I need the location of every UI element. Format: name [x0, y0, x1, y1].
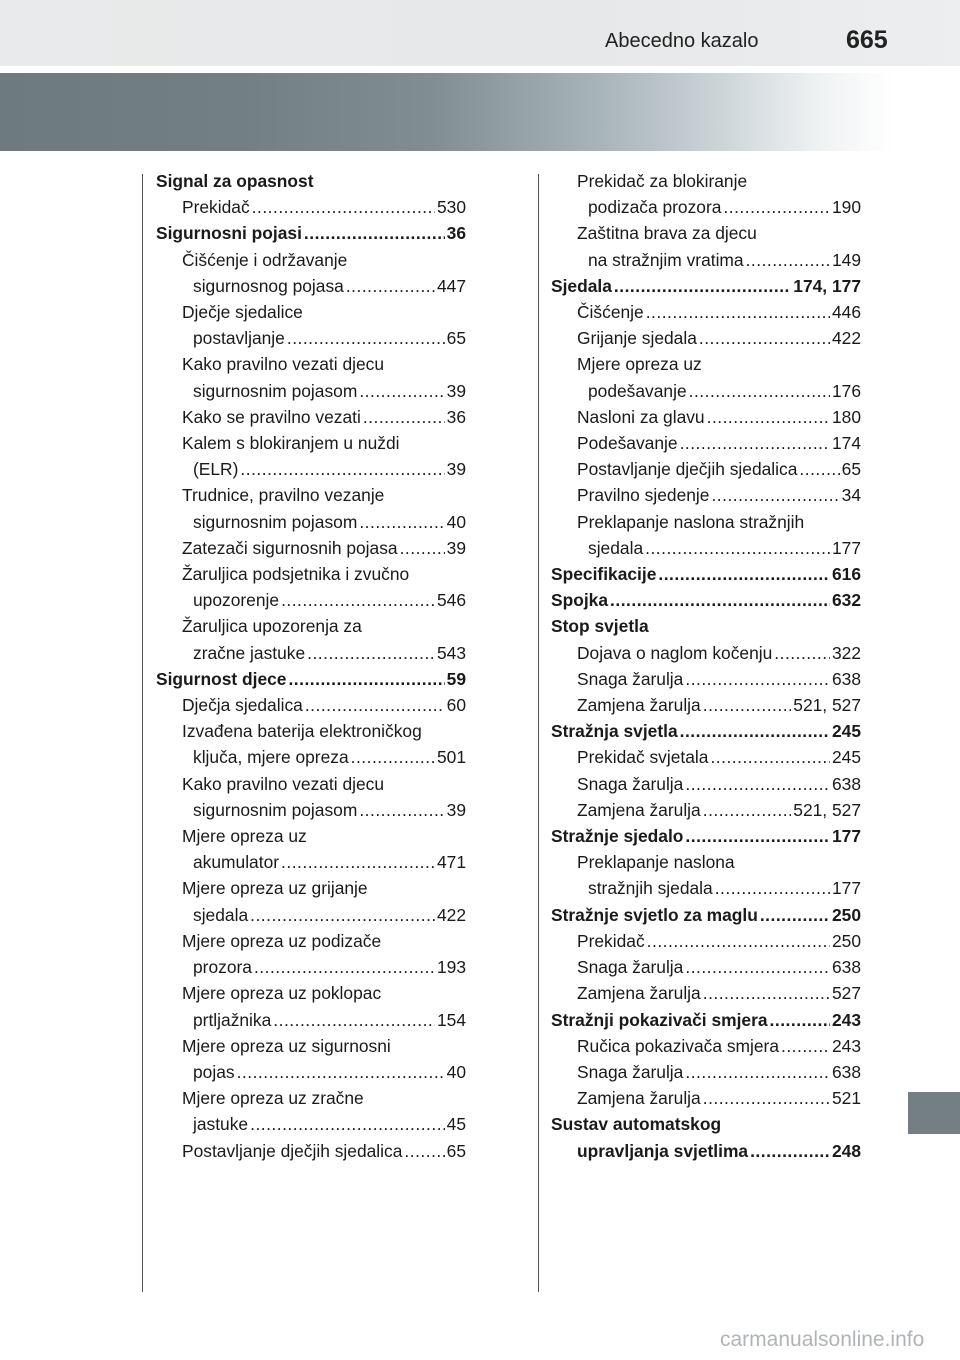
index-column-left — [156, 168, 466, 1164]
index-entry — [551, 1138, 861, 1164]
entry-page: 174, 177 — [793, 275, 861, 296]
index-entry — [156, 1059, 466, 1085]
entry-text: prozora — [193, 957, 252, 978]
entry-text: Zaštitna brava za djecu — [577, 223, 757, 244]
entry-page: 65 — [841, 459, 861, 480]
entry-page: 177 — [831, 537, 861, 558]
index-entry — [156, 823, 466, 849]
dot-leader — [685, 771, 830, 797]
index-entry — [551, 587, 861, 613]
entry-text: prtljažnika — [193, 1009, 272, 1030]
dot-leader — [689, 378, 830, 404]
entry-text: Sjedala — [551, 275, 612, 296]
index-entry — [551, 718, 861, 744]
index-entry — [551, 744, 861, 770]
entry-page: 36 — [446, 223, 466, 244]
entry-page: 521 — [831, 1088, 861, 1109]
entry-text: Čišćenje i održavanje — [182, 249, 348, 270]
header-band — [0, 73, 960, 151]
index-entry — [551, 640, 861, 666]
index-entry — [156, 1111, 466, 1137]
index-entry — [551, 823, 861, 849]
dot-leader — [770, 1007, 830, 1033]
dot-leader — [307, 640, 435, 666]
index-entry — [551, 954, 861, 980]
entry-text: Stražnje svjetlo za maglu — [551, 904, 758, 925]
index-entry — [156, 561, 466, 587]
dot-leader — [685, 666, 830, 692]
index-entry — [551, 561, 861, 587]
entry-page: 40 — [446, 511, 466, 532]
dot-leader — [614, 273, 791, 299]
dot-leader — [404, 1138, 444, 1164]
entry-page: 180 — [831, 406, 861, 427]
page-number: 665 — [846, 26, 888, 54]
entry-page: 39 — [446, 537, 466, 558]
entry-page: 446 — [831, 302, 861, 323]
entry-text: Mjere opreza uz sigurnosni — [182, 1035, 391, 1056]
index-entry — [156, 351, 466, 377]
entry-text: sigurnosnim pojasom — [193, 799, 358, 820]
entry-text: upravljanja svjetlima — [577, 1140, 749, 1161]
dot-leader — [799, 456, 839, 482]
index-entry — [156, 875, 466, 901]
index-entry — [156, 849, 466, 875]
index-entry — [156, 482, 466, 508]
entry-page: 530 — [436, 197, 466, 218]
dot-leader — [281, 849, 435, 875]
entry-text: postavljanje — [193, 328, 285, 349]
dot-leader — [680, 430, 830, 456]
index-entry — [156, 273, 466, 299]
entry-text: sigurnosnim pojasom — [193, 380, 358, 401]
dot-leader — [250, 1111, 445, 1137]
index-entry — [551, 325, 861, 351]
index-entry — [551, 351, 861, 377]
entry-text: Postavljanje dječjih sjedalica — [182, 1140, 403, 1161]
dot-leader — [646, 299, 830, 325]
index-entry — [156, 404, 466, 430]
entry-text: Prekidač svjetala — [577, 747, 709, 768]
dot-leader — [699, 325, 830, 351]
entry-page: 40 — [446, 1061, 466, 1082]
index-entry — [156, 797, 466, 823]
entry-text: Mjere opreza uz podizače — [182, 930, 382, 951]
index-entry — [156, 692, 466, 718]
entry-page: 39 — [446, 380, 466, 401]
entry-text: sigurnosnog pojasa — [193, 275, 344, 296]
index-entry — [156, 640, 466, 666]
entry-page: 60 — [446, 695, 466, 716]
entry-page: 190 — [831, 197, 861, 218]
entry-page: 250 — [831, 930, 861, 951]
entry-page: 543 — [436, 642, 466, 663]
index-entry — [551, 928, 861, 954]
index-entry — [156, 194, 466, 220]
entry-page: 65 — [446, 1140, 466, 1161]
entry-page: 616 — [831, 564, 861, 585]
entry-text: Specifikacije — [551, 564, 657, 585]
index-entry — [156, 587, 466, 613]
index-entry — [156, 1138, 466, 1164]
entry-page: 322 — [831, 642, 861, 663]
entry-text: Dječje sjedalice — [182, 302, 303, 323]
entry-text: Grijanje sjedala — [577, 328, 697, 349]
index-entry — [551, 875, 861, 901]
entry-text: Stražnji pokazivači smjera — [551, 1009, 768, 1030]
index-entry — [156, 980, 466, 1006]
entry-text: Sigurnost djece — [156, 668, 287, 689]
entry-text: Mjere opreza uz zračne — [182, 1088, 364, 1109]
entry-text: Signal za opasnost — [156, 171, 314, 191]
entry-page: 39 — [446, 799, 466, 820]
dot-leader — [647, 928, 830, 954]
entry-page: 521, 527 — [793, 799, 861, 820]
entry-text: podizača prozora — [588, 197, 722, 218]
index-column-right — [551, 168, 861, 1164]
entry-text: sigurnosnim pojasom — [193, 511, 358, 532]
index-entry — [156, 744, 466, 770]
entry-page: 245 — [831, 721, 861, 742]
entry-text: podešavanje — [588, 380, 687, 401]
dot-leader — [658, 561, 830, 587]
entry-page: 422 — [831, 328, 861, 349]
entry-page: 638 — [831, 957, 861, 978]
entry-text: Zamjena žarulja — [577, 983, 701, 1004]
entry-text: Izvađena baterija elektroničkog — [182, 721, 422, 742]
dot-leader — [287, 325, 445, 351]
top-bar — [0, 0, 960, 66]
entry-text: stražnjih sjedala — [588, 878, 713, 899]
index-entry — [551, 1111, 861, 1137]
index-entry — [156, 1085, 466, 1111]
entry-text: pojas — [193, 1061, 235, 1082]
index-entry — [551, 456, 861, 482]
entry-page: 638 — [831, 668, 861, 689]
entry-text: Stražnja svjetla — [551, 721, 678, 742]
entry-text: (ELR) — [193, 459, 239, 480]
entry-page: 447 — [436, 275, 466, 296]
index-entry — [551, 613, 861, 639]
entry-text: Sustav automatskog — [551, 1114, 722, 1135]
entry-page: 501 — [436, 747, 466, 768]
index-entry — [551, 1059, 861, 1085]
index-entry — [551, 404, 861, 430]
dot-leader — [760, 902, 830, 928]
entry-text: Ručica pokazivača smjera — [577, 1035, 780, 1056]
entry-page: 422 — [436, 904, 466, 925]
entry-text: Preklapanje naslona stražnjih — [577, 511, 805, 532]
entry-page: 65 — [446, 328, 466, 349]
entry-text: Podešavanje — [577, 433, 678, 454]
entry-page: 149 — [831, 249, 861, 270]
entry-page: 154 — [436, 1009, 466, 1030]
entry-page: 471 — [436, 852, 466, 873]
dot-leader — [281, 587, 435, 613]
entry-text: Žaruljica upozorenja za — [182, 616, 362, 637]
entry-text: Prekidač — [577, 930, 645, 951]
entry-text: sjedala — [193, 904, 249, 925]
index-entry — [551, 378, 861, 404]
entry-text: Zamjena žarulja — [577, 695, 701, 716]
index-entry — [156, 1033, 466, 1059]
index-entry — [551, 692, 861, 718]
index-entry — [156, 613, 466, 639]
dot-leader — [707, 404, 830, 430]
entry-page: 177 — [831, 826, 861, 847]
index-entry — [156, 666, 466, 692]
entry-text: Snaga žarulja — [577, 668, 684, 689]
index-entry — [156, 902, 466, 928]
index-entry — [156, 1007, 466, 1033]
dot-leader — [250, 902, 435, 928]
index-entry — [551, 1033, 861, 1059]
dot-leader — [750, 1138, 830, 1164]
entry-page: 45 — [446, 1114, 466, 1135]
index-entry — [551, 771, 861, 797]
dot-leader — [723, 194, 830, 220]
index-entry — [551, 430, 861, 456]
index-entry — [156, 509, 466, 535]
entry-page: 174 — [831, 433, 861, 454]
index-entry — [156, 220, 466, 246]
dot-leader — [610, 587, 830, 613]
entry-page: 59 — [446, 668, 466, 689]
index-entry — [551, 849, 861, 875]
entry-text: Prekidač — [182, 197, 250, 218]
chapter-tab — [908, 1092, 960, 1134]
dot-leader — [351, 744, 435, 770]
entry-text: Spojka — [551, 590, 609, 611]
entry-text: Trudnice, pravilno vezanje — [182, 485, 385, 506]
entry-text: Mjere opreza uz poklopac — [182, 983, 382, 1004]
entry-text: ključa, mjere opreza — [193, 747, 349, 768]
entry-text: Dječja sjedalica — [182, 695, 303, 716]
entry-text: jastuke — [193, 1114, 249, 1135]
entry-text: Kalem s blokiranjem u nuždi — [182, 433, 400, 454]
index-entry — [156, 928, 466, 954]
entry-text: Dojava o naglom kočenju — [577, 642, 773, 663]
dot-leader — [237, 1059, 445, 1085]
entry-page: 39 — [446, 459, 466, 480]
entry-text: Preklapanje naslona — [577, 852, 735, 873]
index-entry — [551, 1007, 861, 1033]
entry-text: Zatezači sigurnosnih pojasa — [182, 537, 398, 558]
entry-text: Čišćenje — [577, 302, 644, 323]
entry-text: Zamjena žarulja — [577, 1088, 701, 1109]
entry-page: 521, 527 — [793, 695, 861, 716]
index-entry — [156, 718, 466, 744]
dot-leader — [359, 378, 444, 404]
entry-text: Snaga žarulja — [577, 957, 684, 978]
entry-text: Kako se pravilno vezati — [182, 406, 361, 427]
dot-leader — [685, 954, 830, 980]
dot-leader — [346, 273, 435, 299]
index-entry — [551, 1085, 861, 1111]
index-entry — [551, 797, 861, 823]
index-entry — [156, 456, 466, 482]
entry-text: Postavljanje dječjih sjedalica — [577, 459, 798, 480]
entry-page: 250 — [831, 904, 861, 925]
dot-leader — [746, 247, 830, 273]
entry-page: 36 — [446, 406, 466, 427]
entry-text: Kako pravilno vezati djecu — [182, 773, 385, 794]
entry-text: Prekidač za blokiranje — [577, 171, 748, 191]
index-entry — [551, 194, 861, 220]
dot-leader — [685, 823, 830, 849]
entry-text: Nasloni za glavu — [577, 406, 705, 427]
entry-page: 546 — [436, 590, 466, 611]
dot-leader — [710, 744, 830, 770]
entry-text: Zamjena žarulja — [577, 799, 701, 820]
entry-page: 638 — [831, 773, 861, 794]
entry-page: 243 — [831, 1035, 861, 1056]
entry-page: 632 — [831, 590, 861, 611]
index-entry — [156, 535, 466, 561]
section-title: Abecedno kazalo — [605, 30, 759, 52]
index-entry — [156, 954, 466, 980]
entry-text: na stražnjim vratima — [588, 249, 744, 270]
dot-leader — [645, 535, 830, 561]
column-divider-left — [142, 174, 143, 1292]
dot-leader — [680, 718, 830, 744]
index-entry — [551, 273, 861, 299]
entry-text: Mjere opreza uz grijanje — [182, 878, 368, 899]
index-entry — [551, 168, 861, 194]
entry-text: Žaruljica podsjetnika i zvučno — [182, 564, 410, 585]
dot-leader — [252, 194, 435, 220]
entry-text: Mjere opreza uz — [182, 826, 307, 847]
dot-leader — [254, 954, 435, 980]
dot-leader — [288, 666, 444, 692]
index-entry — [156, 299, 466, 325]
entry-text: zračne jastuke — [193, 642, 306, 663]
dot-leader — [363, 404, 445, 430]
entry-page: 527 — [831, 983, 861, 1004]
entry-page: 193 — [436, 957, 466, 978]
entry-text: sjedala — [588, 537, 644, 558]
entry-text: Sigurnosni pojasi — [156, 223, 302, 244]
entry-text: akumulator — [193, 852, 280, 873]
entry-text: Stražnje sjedalo — [551, 826, 684, 847]
entry-text: Stop svjetla — [551, 616, 649, 637]
dot-leader — [359, 797, 444, 823]
index-entry — [551, 666, 861, 692]
entry-text: Kako pravilno vezati djecu — [182, 354, 385, 375]
index-entry — [156, 771, 466, 797]
dot-leader — [703, 980, 830, 1006]
dot-leader — [305, 692, 445, 718]
entry-page: 176 — [831, 380, 861, 401]
entry-page: 245 — [831, 747, 861, 768]
entry-text: Snaga žarulja — [577, 1061, 684, 1082]
watermark: carmanualsonline.info — [720, 1328, 925, 1351]
index-entry — [551, 902, 861, 928]
index-entry — [551, 980, 861, 1006]
dot-leader — [304, 220, 445, 246]
dot-leader — [273, 1007, 435, 1033]
entry-text: Pravilno sjedenje — [577, 485, 710, 506]
dot-leader — [715, 875, 830, 901]
entry-text: Snaga žarulja — [577, 773, 684, 794]
entry-page: 243 — [831, 1009, 861, 1030]
dot-leader — [685, 1059, 830, 1085]
entry-text: upozorenje — [193, 590, 280, 611]
index-entry — [156, 430, 466, 456]
index-entry — [551, 247, 861, 273]
entry-page: 177 — [831, 878, 861, 899]
entry-page: 248 — [831, 1140, 861, 1161]
entry-text: Mjere opreza uz — [577, 354, 702, 375]
dot-leader — [400, 535, 445, 561]
column-divider-middle — [538, 174, 539, 1292]
index-entry — [551, 299, 861, 325]
dot-leader — [703, 797, 792, 823]
index-entry — [551, 220, 861, 246]
dot-leader — [359, 509, 444, 535]
dot-leader — [703, 692, 792, 718]
index-entry — [156, 168, 466, 194]
dot-leader — [240, 456, 444, 482]
index-entry — [156, 247, 466, 273]
entry-page: 34 — [841, 485, 861, 506]
dot-leader — [711, 482, 839, 508]
index-entry — [551, 535, 861, 561]
index-entry — [551, 482, 861, 508]
index-entry — [551, 509, 861, 535]
dot-leader — [703, 1085, 830, 1111]
dot-leader — [774, 640, 830, 666]
entry-page: 638 — [831, 1061, 861, 1082]
index-entry — [156, 325, 466, 351]
dot-leader — [781, 1033, 830, 1059]
index-entry — [156, 378, 466, 404]
